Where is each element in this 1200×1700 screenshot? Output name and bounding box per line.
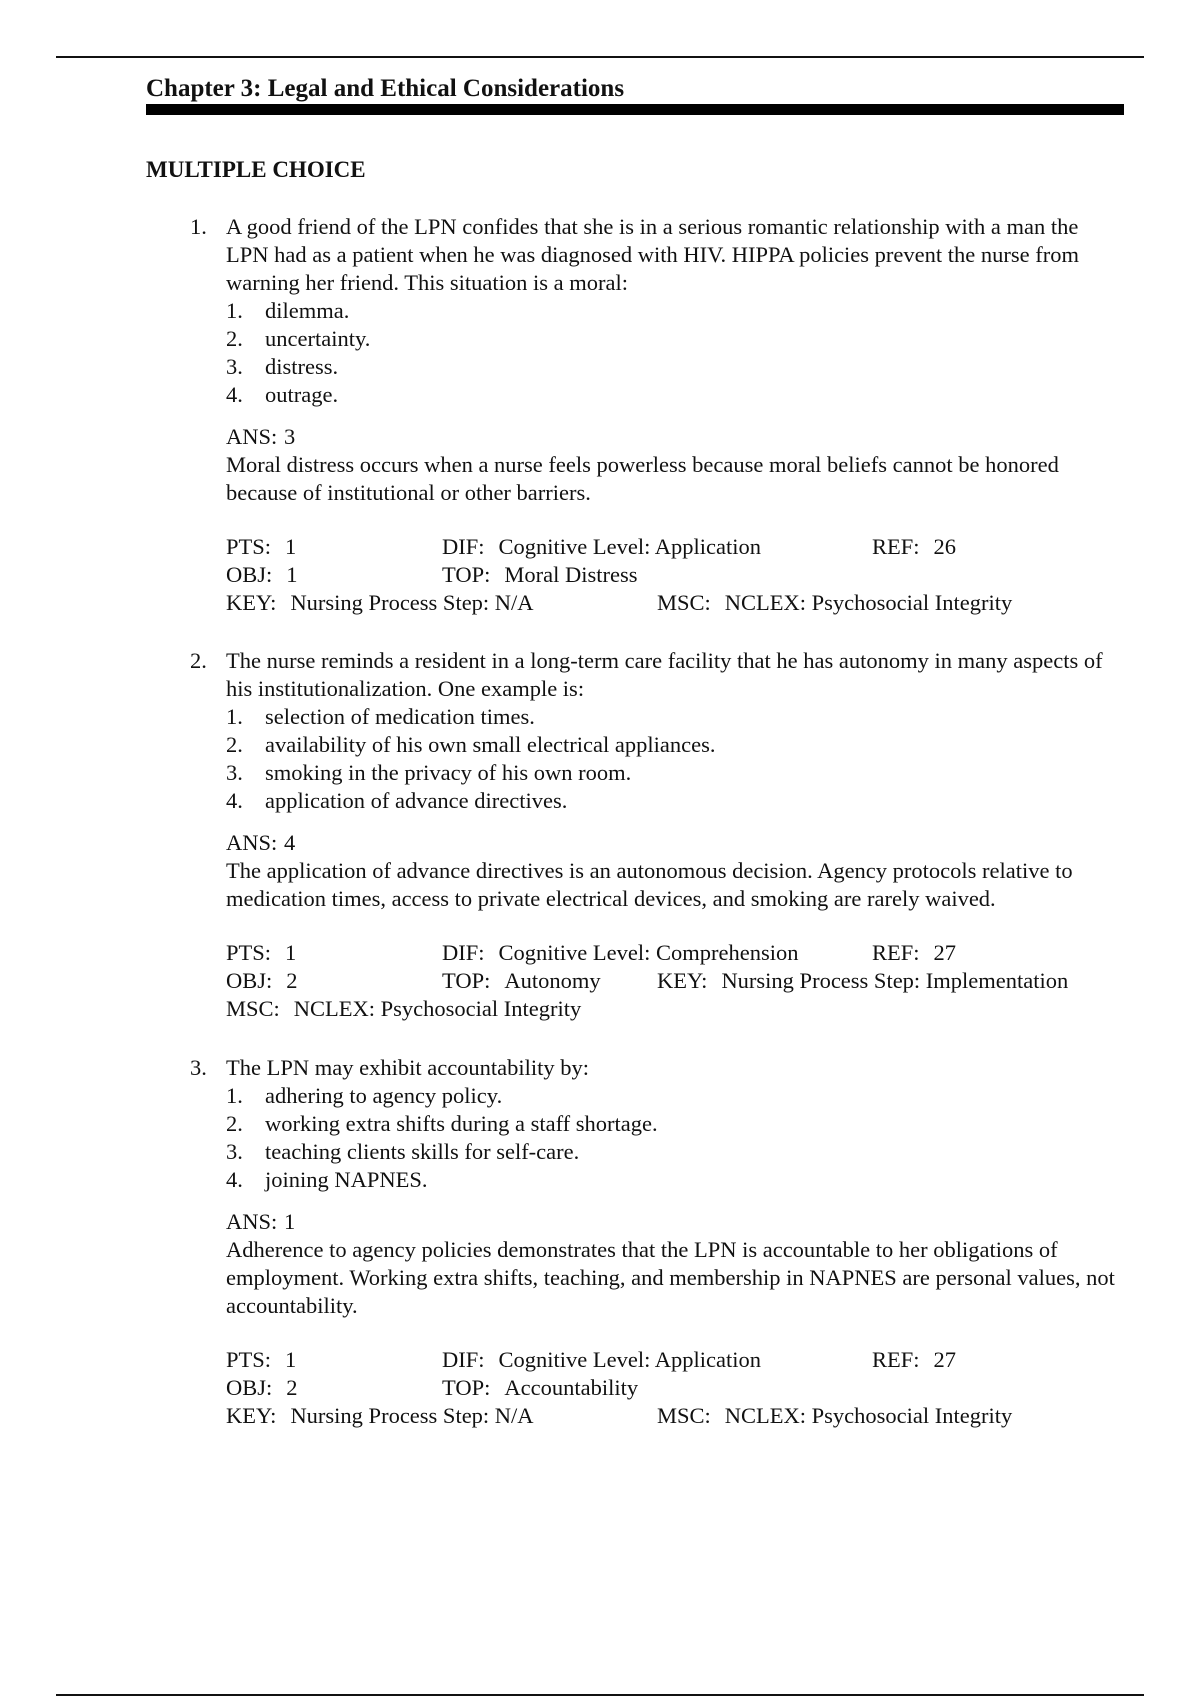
option-number: 3. [226, 1139, 243, 1164]
top-rule [56, 56, 1144, 58]
rationale: Adherence to agency policies demonstrates that the LPN is accountable to her obligations of employment. Working extra shifts, teaching, and membership in NAPNES are personal values, not accountability. [226, 1237, 1115, 1318]
question-stem: The LPN may exhibit accountability by: [226, 1055, 590, 1080]
answer-value: 1 [284, 1209, 296, 1234]
rationale: The application of advance directives is an autonomous decision. Agency protocols relative to medication times, access to private electrical devices, and smoking are rarely waived. [226, 858, 1073, 911]
question-stem: The nurse reminds a resident in a long-term care facility that he has autonomy in many aspects of his institutionalization. One example is: [226, 648, 1103, 701]
option-text: application of advance directives. [265, 788, 568, 813]
question-2 [190, 647, 1125, 1023]
answer-label: ANS: [226, 830, 278, 855]
meta-obj: OBJ: 2 [226, 1375, 298, 1400]
option-item [226, 297, 1125, 325]
option-number: 2. [226, 1111, 243, 1136]
question-stem: A good friend of the LPN confides that she is in a serious romantic relationship with a man the LPN had as a patient when he was diagnosed with HIV. HIPPA policies prevent the nurse from warning her friend. This situation is a moral: [226, 214, 1079, 295]
meta-pts: PTS: 1 [226, 940, 297, 965]
meta-msc: MSC: NCLEX: Psychosocial Integrity [226, 996, 582, 1021]
option-number: 1. [226, 298, 243, 323]
meta-top: TOP: Accountability [442, 1375, 639, 1400]
meta-key: KEY: Nursing Process Step: N/A [226, 590, 534, 615]
meta-dif: DIF: Cognitive Level: Application [442, 1347, 761, 1372]
option-number: 3. [226, 354, 243, 379]
answer-value: 4 [284, 830, 296, 855]
option-list [226, 1082, 1125, 1194]
question-metadata [226, 939, 1125, 1023]
option-number: 2. [226, 326, 243, 351]
option-text: adhering to agency policy. [265, 1083, 503, 1108]
section-heading: MULTIPLE CHOICE [146, 157, 366, 182]
meta-key: KEY: Nursing Process Step: N/A [226, 1403, 534, 1428]
option-text: working extra shifts during a staff shortage. [265, 1111, 658, 1136]
question-number: 2. [190, 648, 207, 673]
answer-value: 3 [284, 424, 296, 449]
meta-dif: DIF: Cognitive Level: Application [442, 534, 761, 559]
question-1 [190, 213, 1125, 617]
option-text: smoking in the privacy of his own room. [265, 760, 632, 785]
option-item [226, 1166, 1125, 1194]
option-item [226, 731, 1125, 759]
option-item [226, 325, 1125, 353]
meta-ref: REF: 26 [872, 534, 957, 559]
answer-label: ANS: [226, 424, 278, 449]
option-number: 2. [226, 732, 243, 757]
meta-key: KEY: Nursing Process Step: Implementation [657, 968, 1069, 993]
answer-label: ANS: [226, 1209, 278, 1234]
option-text: availability of his own small electrical appliances. [265, 732, 716, 757]
meta-msc: MSC: NCLEX: Psychosocial Integrity [657, 590, 1013, 615]
rationale: Moral distress occurs when a nurse feels powerless because moral beliefs cannot be honored because of institutional or other barriers. [226, 452, 1059, 505]
option-item [226, 787, 1125, 815]
meta-obj: OBJ: 2 [226, 968, 298, 993]
meta-ref: REF: 27 [872, 1347, 957, 1372]
meta-top: TOP: Moral Distress [442, 562, 638, 587]
option-text: distress. [265, 354, 339, 379]
option-number: 4. [226, 1167, 243, 1192]
meta-pts: PTS: 1 [226, 1347, 297, 1372]
chapter-title: Chapter 3: Legal and Ethical Considerations [146, 75, 625, 102]
chapter-title-bar [146, 104, 1124, 115]
option-list [226, 703, 1125, 815]
question-3 [190, 1054, 1125, 1430]
question-metadata [226, 1346, 1125, 1430]
answer [226, 1208, 1125, 1236]
option-text: selection of medication times. [265, 704, 535, 729]
option-item [226, 353, 1125, 381]
meta-dif: DIF: Cognitive Level: Comprehension [442, 940, 799, 965]
option-number: 1. [226, 704, 243, 729]
option-item [226, 759, 1125, 787]
meta-top: TOP: Autonomy [442, 968, 601, 993]
option-number: 4. [226, 788, 243, 813]
question-number: 1. [190, 214, 207, 239]
option-number: 1. [226, 1083, 243, 1108]
answer [226, 829, 1125, 857]
bottom-rule [56, 1694, 1144, 1696]
option-text: teaching clients skills for self-care. [265, 1139, 580, 1164]
option-item [226, 703, 1125, 731]
meta-obj: OBJ: 1 [226, 562, 298, 587]
option-list [226, 297, 1125, 409]
option-text: joining NAPNES. [265, 1167, 428, 1192]
option-text: uncertainty. [265, 326, 371, 351]
option-text: outrage. [265, 382, 339, 407]
meta-ref: REF: 27 [872, 940, 957, 965]
option-item [226, 1082, 1125, 1110]
option-number: 4. [226, 382, 243, 407]
answer [226, 423, 1125, 451]
option-item [226, 1110, 1125, 1138]
question-metadata [226, 533, 1125, 617]
option-number: 3. [226, 760, 243, 785]
meta-msc: MSC: NCLEX: Psychosocial Integrity [657, 1403, 1013, 1428]
option-item [226, 1138, 1125, 1166]
meta-pts: PTS: 1 [226, 534, 297, 559]
option-text: dilemma. [265, 298, 350, 323]
option-item [226, 381, 1125, 409]
question-number: 3. [190, 1055, 207, 1080]
